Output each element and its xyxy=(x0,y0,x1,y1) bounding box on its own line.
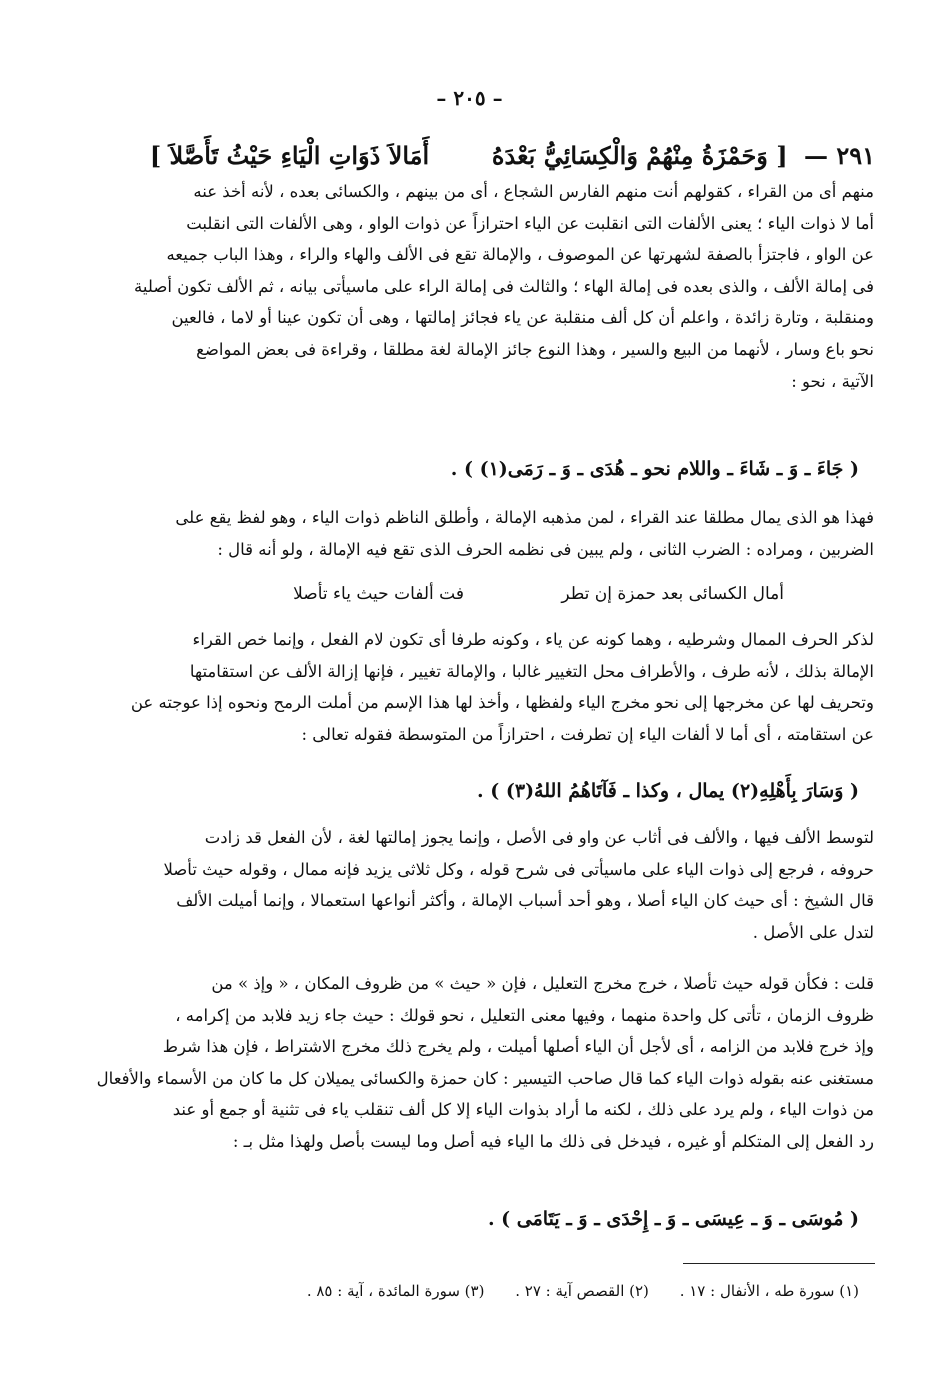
text-line: رد الفعل إلى المتكلم أو غيره ، فيدخل فى ذلك ما الياء فيه أصل وما ليست بأصل ولهذا مثل بـ : xyxy=(232,1131,874,1151)
text-line: حروفه ، فرجع إلى ذوات الياء على ماسيأتى فى شرح قوله ، وكل ثلاثى يزيد فإنه ممال ، وقوله حيث تأصلا xyxy=(163,859,874,879)
text-line: عن الواو ، فاجتزأ بالصفة لشهرتها عن الموصوف ، والإمالة تقع فى الألف والهاء والراء ، وهذا الباب جميعه xyxy=(166,245,874,265)
footnote-3: (٣) سورة المائدة ، آية : ٨٥ . xyxy=(306,1282,485,1300)
footnote-divider xyxy=(683,1263,875,1264)
text-line: ظروف الزمان ، تأتى كل واحدة منهما ، وفيها معنى التعليل ، نحو قولك : حيث جاء زيد فلابد من إكرامه ، xyxy=(175,1005,874,1025)
text-line: نحو باع وسار ، لأنهما من البيع والسير ، وهذا النوع جائز الإمالة لغة مطلقا ، وقراءة فى بعض المواضع xyxy=(196,339,874,359)
text-line: لتدل على الأصل . xyxy=(752,922,874,942)
text-line: وإذ خرج فلابد من الزامه ، أى لأجل أن الياء أصلها أميلت ، ولم يخرج ذلك مخرج الاشتراط ، فإن هذا شرط xyxy=(162,1037,874,1057)
text-line: وتحريف لها عن مخرجها إلى نحو مخرج الياء ولفظها ، وأخذ لها هذا الإسم من أملت الرمح ونحوه إذا عوجته عن xyxy=(130,693,874,713)
quran-quote-3: ( مُوسَى ـ وَ ـ عِيسَى ـ وَ ـ إِحْدَى ـ وَ ـ يَتَامَى ) . xyxy=(487,1208,859,1230)
text-line: الإمالة بذلك ، لأنه طرف ، والأطراف محل التغيير غالبا ، والإمالة تغيير ، فإنها إزالة الألف عن استقامتها xyxy=(189,661,874,681)
text-line: منهم أى من القراء ، كقولهم أنت منهم الفارس الشجاع ، أى من بينهم ، والكسائى بعده ، لأنه أخذ عنه xyxy=(193,182,874,201)
text-line: الضربين ، ومراده : الضرب الثانى ، ولم يبين فى نظمه الحرف الذى تقع فيه الإمالة ، ولو أنه قال : xyxy=(217,539,874,559)
footnote-1: (١) سورة طه ، الأنفال : ١٧ . xyxy=(679,1282,859,1300)
text-line: أما لا ذوات الياء ؛ يعنى الألفات التى انقلبت عن الياء احترازاً عن ذوات الواو ، وهى الألفات التى انقلبت xyxy=(186,213,874,233)
text-line: قلت : فكأن قوله حيث تأصلا ، خرج مخرج التعليل ، فإن « حيث » من ظروف المكان ، « وإذ » من xyxy=(211,974,874,993)
text-line: فى إمالة الألف ، والذى بعده فى إمالة الهاء ؛ والثالث فى إمالة الراء على ماسيأتى بيانه ، ثم الألف تكون أصلية xyxy=(134,276,874,296)
page-number: – ٢٠٥ – xyxy=(436,86,503,110)
commentary-paragraph-4 xyxy=(64,822,874,948)
text-line: لذكر الحرف الممال وشرطيه ، وهما كونه عن ياء ، وكونه طرفا أى تكون لام الفعل ، وإنما خص القراء xyxy=(192,630,874,649)
verse-number: ٢٩١ — xyxy=(803,141,875,170)
commentary-paragraph-3 xyxy=(64,624,874,750)
quran-quote-1: ( جَاءَ ـ وَ ـ شَاءَ ـ واللام نحو ـ هُدَى ـ وَ ـ رَمَى(١) ) . xyxy=(450,458,859,480)
text-line: عن استقامته ، أى أما لا ألفات الياء إن تطرفت ، احترازاً من المتوسطة فقوله تعالى : xyxy=(301,724,874,744)
text-line: مستغنى عنه بقوله ذوات الياء كما قال صاحب التيسير : كان حمزة والكسائى يميلان كل ما كان من الأسماء والأفعال xyxy=(96,1068,874,1088)
verse-line xyxy=(65,134,875,178)
text-line: الآتية ، نحو : xyxy=(791,371,874,391)
commentary-paragraph-2 xyxy=(64,502,874,565)
text-line: فهذا هو الذى يمال مطلقا عند القراء ، لمن مذهبه الإمالة ، وأطلق الناظم ذوات الياء ، وهو لفظ يقع على xyxy=(175,508,874,527)
poem-hemistich-2: فت ألفات حيث ياء تأصلا xyxy=(293,584,464,604)
commentary-paragraph-5 xyxy=(64,968,874,1158)
text-line: لتوسط الألف فيها ، والألف فى أثاب عن واو فى الأصل ، وإنما يجوز إمالتها لغة ، لأن الفعل قد زادت xyxy=(204,828,874,847)
footnote-2: (٢) القصص آية : ٢٧ . xyxy=(515,1282,649,1300)
poem-hemistich-1: أمال الكسائى بعد حمزة إن تطر xyxy=(561,584,784,604)
text-line: قال الشيخ : أى حيث كان الياء أصلا ، وهو أحد أسباب الإمالة ، وأكثر أنواعها استعمالا ، وإنما أميلت الألف xyxy=(176,891,874,911)
verse-hemistich-1: [ وَحَمْزَةُ مِنْهُمْ وَالْكِسَائِيُّ بَعْدَهُ xyxy=(491,141,788,170)
footnotes xyxy=(79,1278,859,1304)
text-line: ومنقلبة ، وتارة زائدة ، واعلم أن كل ألف منقلبة عن ياء فجائز إمالتها ، وهى أن تكون عينا أو لاما ، فالعين xyxy=(171,308,874,328)
verse-hemistich-2: أَمَالاَ ذَوَاتِ الْيَاءِ حَيْثُ تَأَصَّلاَ ] xyxy=(149,141,430,170)
commentary-paragraph-1 xyxy=(64,176,874,397)
quran-quote-2: ( وَسَارَ بِأَهْلِهِ(٢) يمال ، وكذا ـ فَآتَاهُمُ اللهُ(٣) ) . xyxy=(477,780,859,802)
text-line: من ذوات الياء ، ولم يرد على ذلك ، لكنه ما أراد بذوات الياء إلا كل ألف تنقلب ياء فى تثنية أو جمع أو عند xyxy=(172,1100,874,1120)
poem-line xyxy=(64,579,874,609)
